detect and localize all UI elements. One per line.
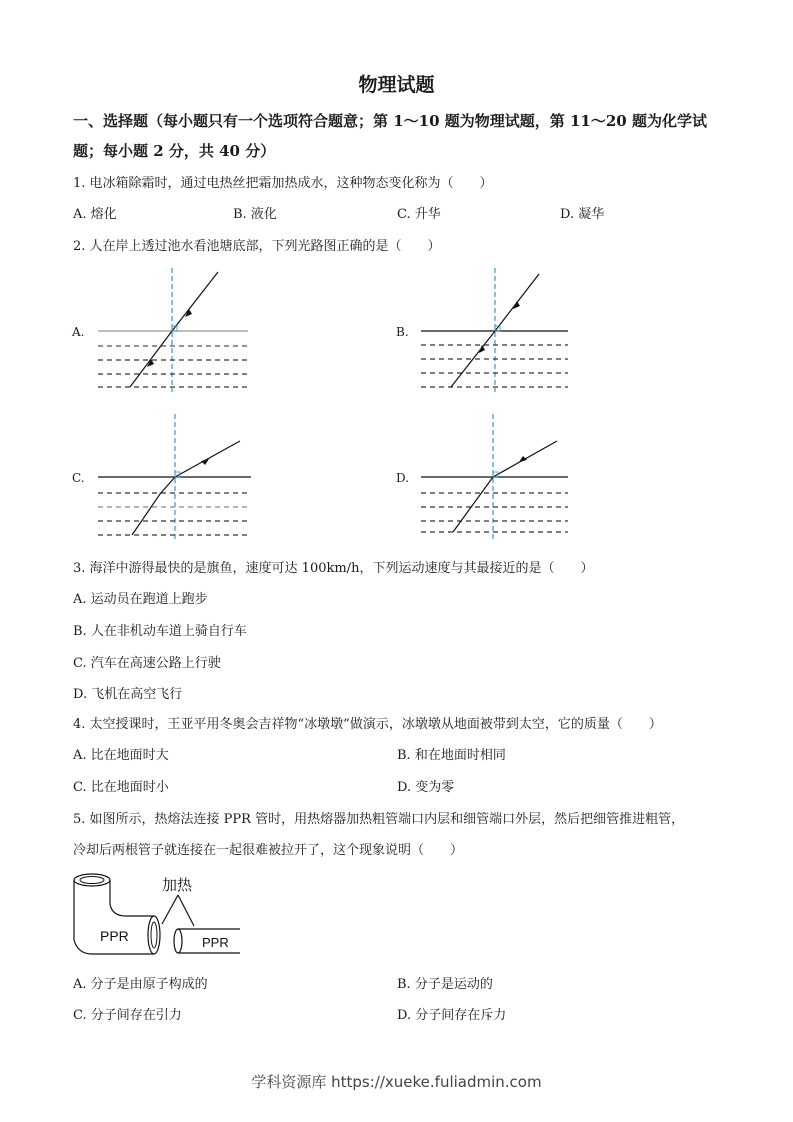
question-5-stem-line1: 5. 如图所示，热熔法连接 PPR 管时，用热熔器加热粗管端口内层和细管端口外层，然后把细管推进粗管， — [73, 812, 685, 827]
section-heading-line1: 一、选择题（每小题只有一个选项符合题意；第 1～10 题为物理试题，第 11～20 题为化学试 — [73, 112, 707, 130]
q5-option-c[interactable]: C. 分子间存在引力 — [73, 1008, 182, 1023]
q2-label-b[interactable]: B. — [396, 325, 409, 339]
q2-diagram-a — [90, 268, 260, 392]
question-5-stem-line2: 冷却后两根管子就连接在一起很难被拉开了，这个现象说明（ ） — [73, 843, 464, 858]
q4-option-c[interactable]: C. 比在地面时小 — [73, 780, 169, 795]
section-heading-line2: 题；每小题 2 分，共 40 分） — [73, 142, 276, 160]
question-1-stem: 1. 电冰箱除霜时，通过电热丝把霜加热成水，这种物态变化称为（ ） — [73, 176, 493, 191]
q5-option-d[interactable]: D. 分子间存在斥力 — [397, 1008, 507, 1023]
question-2-stem: 2. 人在岸上透过池水看池塘底部，下列光路图正确的是（ ） — [73, 239, 441, 254]
question-4-stem: 4. 太空授课时，王亚平用冬奥会吉祥物“冰墩墩”做演示，冰墩墩从地面被带到太空，它的质量（ ） — [73, 717, 662, 732]
q4-option-a[interactable]: A. 比在地面时大 — [73, 748, 169, 763]
q2-diagram-d — [415, 414, 580, 540]
ppr-label-right: PPR — [202, 935, 229, 950]
q2-label-d[interactable]: D. — [396, 471, 410, 485]
q1-option-a[interactable]: A. 熔化 — [73, 207, 117, 222]
q3-option-c[interactable]: C. 汽车在高速公路上行驶 — [73, 656, 221, 671]
q3-option-a[interactable]: A. 运动员在跑道上跑步 — [73, 592, 208, 607]
q1-option-b[interactable]: B. 液化 — [233, 207, 277, 222]
q2-label-c[interactable]: C. — [72, 471, 85, 485]
q5-option-a[interactable]: A. 分子是由原子构成的 — [73, 977, 208, 992]
heat-label: 加热 — [162, 877, 193, 894]
ppr-label-left: PPR — [100, 928, 129, 944]
question-3-stem: 3. 海洋中游得最快的是旗鱼，速度可达 100km/h，下列运动速度与其最接近的是（ ） — [73, 561, 594, 576]
q2-diagram-b — [415, 268, 580, 392]
ppr-pipe-figure — [70, 868, 245, 960]
q5-option-b[interactable]: B. 分子是运动的 — [397, 977, 493, 992]
q2-diagram-c — [90, 414, 260, 540]
footer-watermark[interactable]: 学科资源库 https://xueke.fuliadmin.com — [251, 1073, 542, 1091]
q1-option-d[interactable]: D. 凝华 — [560, 207, 605, 222]
q2-label-a[interactable]: A. — [72, 325, 85, 339]
page-title: 物理试题 — [358, 74, 435, 96]
q1-option-c[interactable]: C. 升华 — [397, 207, 441, 222]
q4-option-b[interactable]: B. 和在地面时相同 — [397, 748, 506, 763]
q4-option-d[interactable]: D. 变为零 — [397, 780, 455, 795]
q3-option-b[interactable]: B. 人在非机动车道上骑自行车 — [73, 624, 247, 639]
q3-option-d[interactable]: D. 飞机在高空飞行 — [73, 687, 183, 702]
